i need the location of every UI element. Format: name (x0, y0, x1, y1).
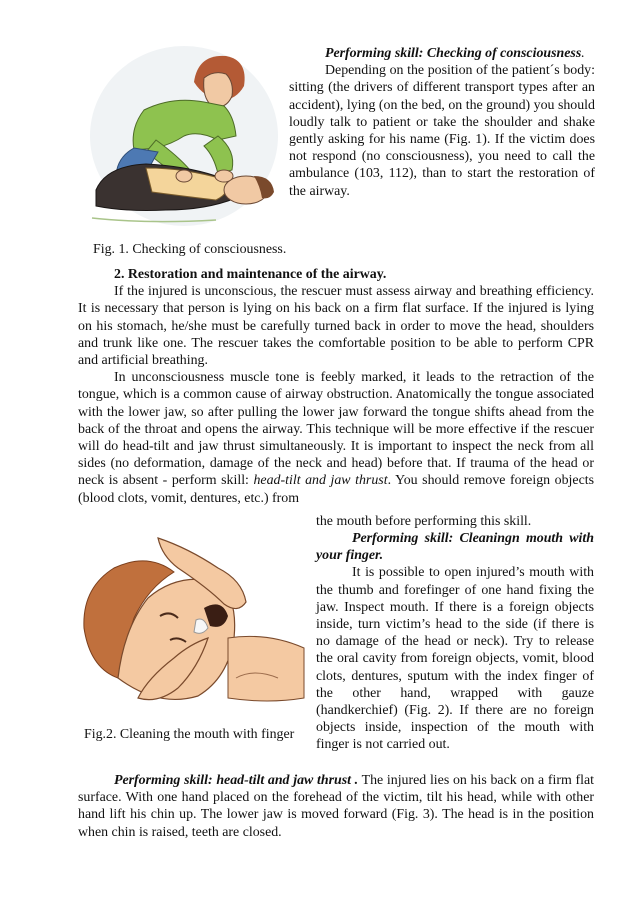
head-tilt-heading: Performing skill: head-tilt and jaw thrust . (114, 773, 359, 788)
consciousness-heading-end: . (581, 46, 585, 61)
head-tilt-jaw-thrust-term: head-tilt and jaw thrust (253, 473, 388, 489)
figure-1-illustration (86, 40, 282, 232)
section-2-heading: 2. Restoration and maintenance of the airway. (114, 267, 387, 282)
section-2 (78, 266, 594, 507)
cleaning-block (316, 530, 594, 754)
figure-2-caption: Fig.2. Cleaning the mouth with finger (84, 727, 295, 742)
cleaning-paragraph: It is possible to open injured’s mouth with the thumb and forefinger of one hand fixing the jaw. Inspect mouth. If there is a foreign objects inside, turn victim’s head to the side (if there is no damage of the head or neck). Try to release the oral cavity from foreign objects, vomit, blood clots, dentures, sputum with the index finger of the other hand, wrapped with gauze (handkerchief) (Fig. 2). If there are no foreign objects inside, inspection of the mouth with finger is not carried out. (316, 565, 594, 753)
head-tilt-paragraph: The injured lies on his back on a firm flat surface. With one hand placed on the forehead of the victim, tilt his head, while with other hand lift his chin up. The lower jaw is moved forward (Fig. 3). The head is in the position when chin is raised, teeth are closed. (78, 773, 594, 840)
cleaning-heading: Performing skill: Cleaningn mouth with your finger. (316, 531, 594, 564)
head-tilt-section (78, 772, 594, 841)
consciousness-paragraph: Depending on the position of the patient´s body: sitting (the drivers of different transport types after an accident), lying (on the bed, on the ground) you should loudly talk to patient or take the shoulder and shake gently asking for his name (Fig. 1). If the victim does not respond (no consciousness), you need to call the ambulance (103, 112), than to start the restoration of the airway. (289, 63, 595, 199)
section-2-paragraph-2-end: the mouth before performing this skill. (316, 514, 532, 529)
figure-2-illustration (78, 528, 310, 714)
consciousness-heading: Performing skill: Checking of consciousness (325, 46, 582, 61)
consciousness-block (289, 45, 595, 200)
figure-1-caption: Fig. 1. Checking of consciousness. (93, 242, 287, 257)
section-2-paragraph-1: If the injured is unconscious, the rescuer must assess airway and breathing efficiency. It is necessary that person is lying on his back on a firm flat surface. If the injured is lying on his stomach, he/she must be carefully turned back in order to move the head, shoulders and trunk like one. The rescuer takes the comfortable position to be able to perform CPR and artificial breathing. (78, 284, 594, 369)
section-2-paragraph-2: In unconsciousness muscle tone is feebly marked, it leads to the retraction of the tongue, which is a common cause of airway obstruction. Anatomically the tongue associated with the lower jaw, so after pulling the lower jaw forward the tongue shifts ahead from the back of the throat and opens the airway. This technique will be more effective if the rescuer will do head-tilt and jaw thrust simultaneously. It is important to inspect the neck from all sides (no deformation, damage of the neck and head) before that. If trauma of the head or neck is absent - perform skill: head-tilt and jaw thrust. You should remove foreign objects (blood clots, vomit, dentures, etc.) from (78, 370, 594, 506)
